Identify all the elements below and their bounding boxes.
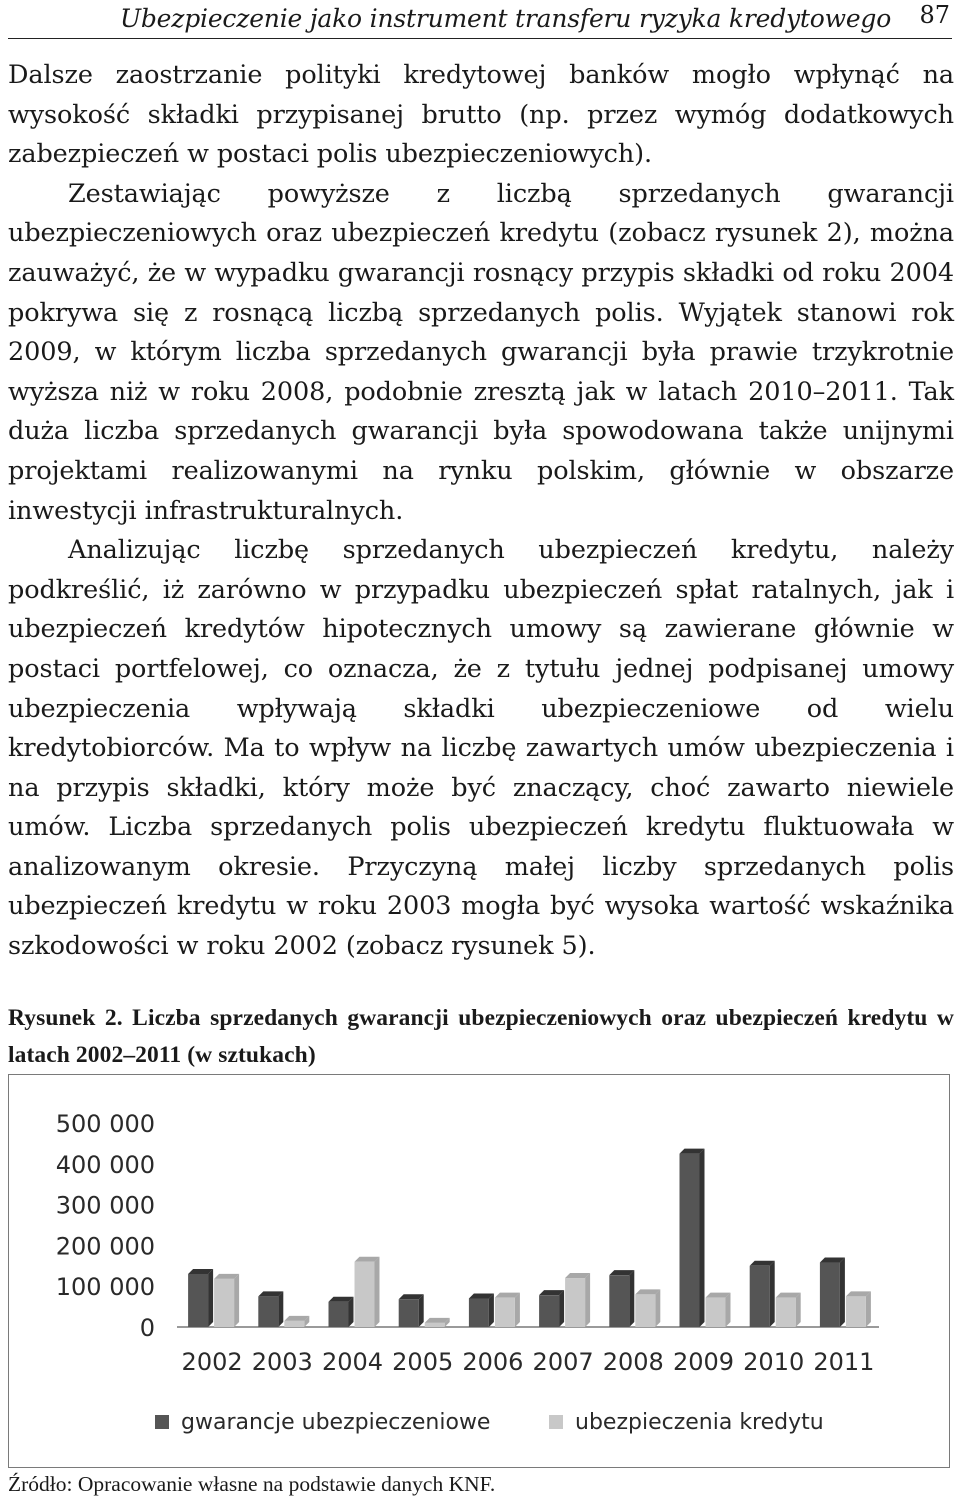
- bar-kredyt: [284, 1321, 304, 1327]
- bar-kredyt: [355, 1262, 375, 1327]
- figure-caption: Rysunek 2. Liczba sprzedanych gwarancji ubezpieczeniowych oraz ubezpieczeń kredytu w latach 2002–2011 (w sztukach): [8, 1005, 954, 1068]
- bar-kredyt: [846, 1296, 866, 1327]
- bar-kredyt: [565, 1278, 585, 1327]
- bar-gwarancje: [469, 1298, 489, 1327]
- x-tick-label: 2009: [672, 1348, 735, 1376]
- bar-gwarancje-side: [629, 1270, 634, 1327]
- paragraph-1: Dalsze zaostrzanie polityki kredytowej banków mogło wpłynąć na wysokość składki przypisanej brutto (np. przez wymóg dodatkowych zabezpieczeń w postaci polis ubezpieczeniowych).: [8, 60, 954, 170]
- paragraph-3: Analizując liczbę sprzedanych ubezpieczeń kredytu, należy podkreślić, iż zarówno w przypadku ubezpieczeń spłat ratalnych, jak i ubezpieczeń kredytów hipotecznych umowy są zawierane głównie w postaci portfelowej, co oznacza, że z tytułu jednej podpisanej umowy ubezpieczenia wpływają składki ubezpieczeniowe od wielu kredytobiorców. Ma to wpływ na liczbę zawartych umów ubezpieczenia i na przypis składki, który może być znaczący, choć zawarto niewiele umów. Liczba sprzedanych polis ubezpieczeń kredytu fluktuowała w analizowanym okresie. Przyczyną małej liczby sprzedanych polis ubezpieczeń kredytu w roku 2003 mogła być wysoka wartość wskaźnika szkodowości w roku 2002 (zobacz rysunek 5).: [8, 535, 954, 962]
- figure-source: Źródło: Opracowanie własne na podstawie danych KNF.: [8, 1472, 496, 1496]
- bar-kredyt-side: [655, 1289, 660, 1327]
- bar-gwarancje: [188, 1274, 208, 1327]
- y-tick-label: 200 000: [55, 1232, 155, 1261]
- bar-kredyt-side: [375, 1257, 380, 1327]
- legend-swatch-gwarancje: [155, 1415, 169, 1429]
- bar-gwarancje: [258, 1296, 278, 1327]
- bar-gwarancje-side: [278, 1291, 283, 1327]
- y-tick-label: 100 000: [55, 1273, 155, 1302]
- bar-gwarancje-side: [770, 1261, 775, 1327]
- x-tick-label: 2003: [251, 1348, 313, 1376]
- bar-gwarancje: [539, 1295, 559, 1327]
- page-number: 87: [919, 1, 950, 29]
- bar-kredyt: [214, 1279, 234, 1327]
- bar-gwarancje: [329, 1302, 349, 1327]
- x-tick-label: 2007: [532, 1348, 594, 1376]
- bar-gwarancje-side: [349, 1297, 354, 1327]
- x-tick-label: 2010: [743, 1348, 805, 1376]
- y-tick-label: 400 000: [55, 1150, 155, 1179]
- x-tick-label: 2011: [813, 1348, 875, 1376]
- bar-kredyt-side: [585, 1273, 590, 1327]
- bar-kredyt-side: [726, 1293, 731, 1327]
- bar-kredyt-side: [796, 1293, 801, 1327]
- bar-gwarancje: [820, 1263, 840, 1327]
- bar-gwarancje: [399, 1299, 419, 1327]
- bar-kredyt-side: [234, 1274, 239, 1327]
- bar-kredyt: [495, 1298, 515, 1327]
- bar-chart: [9, 1075, 949, 1467]
- bar-gwarancje-side: [700, 1149, 705, 1327]
- x-tick-label: 2006: [462, 1348, 524, 1376]
- bar-kredyt: [776, 1298, 796, 1327]
- bar-gwarancje-side: [419, 1294, 424, 1327]
- paragraph-2: Zestawiając powyższe z liczbą sprzedanych gwarancji ubezpieczeniowych oraz ubezpieczeń kredytu (zobacz rysunek 2), można zauważyć, że w wypadku gwarancji rosnący przypis składki od roku 2004 pokrywa się z rosnącą liczbą sprzedanych polis. Wyjątek stanowi rok 2009, w którym liczba sprzedanych gwarancji była prawie trzykrotnie wyższa niż w roku 2008, podobnie zresztą jak w latach 2010–2011. Tak duża liczba sprzedanych gwarancji była spowodowana także unijnymi projektami realizowanymi na rynku polskim, głównie w obszarze inwestycji infrastrukturalnych.: [8, 178, 954, 526]
- bar-kredyt-side: [515, 1293, 520, 1327]
- x-tick-label: 2004: [321, 1348, 384, 1376]
- legend-label-kredyt: ubezpieczenia kredytu: [575, 1410, 824, 1435]
- x-tick-label: 2005: [392, 1348, 454, 1376]
- page-header: [8, 0, 952, 39]
- x-tick-label: 2008: [602, 1348, 664, 1376]
- bar-gwarancje: [609, 1275, 629, 1327]
- bar-gwarancje: [750, 1266, 770, 1327]
- x-tick-label: 2002: [181, 1348, 243, 1376]
- y-tick-label: 500 000: [55, 1110, 155, 1138]
- bar-gwarancje-side: [559, 1290, 564, 1327]
- bar-gwarancje-side: [208, 1269, 213, 1327]
- body-text: [8, 56, 954, 967]
- y-tick-label: 0: [139, 1314, 155, 1342]
- bar-kredyt-side: [866, 1291, 871, 1327]
- bar-gwarancje-side: [840, 1258, 845, 1327]
- y-tick-label: 300 000: [55, 1191, 155, 1220]
- bar-gwarancje-side: [489, 1293, 494, 1327]
- bar-gwarancje: [680, 1154, 700, 1327]
- bar-kredyt: [635, 1294, 655, 1327]
- bar-kredyt: [706, 1298, 726, 1327]
- legend-label-gwarancje: gwarancje ubezpieczeniowe: [181, 1410, 491, 1435]
- legend-swatch-kredyt: [549, 1415, 563, 1429]
- chart-figure: [8, 1074, 950, 1468]
- bar-kredyt: [425, 1323, 445, 1327]
- running-title: Ubezpieczenie jako instrument transferu ryzyka kredytowego: [120, 4, 892, 33]
